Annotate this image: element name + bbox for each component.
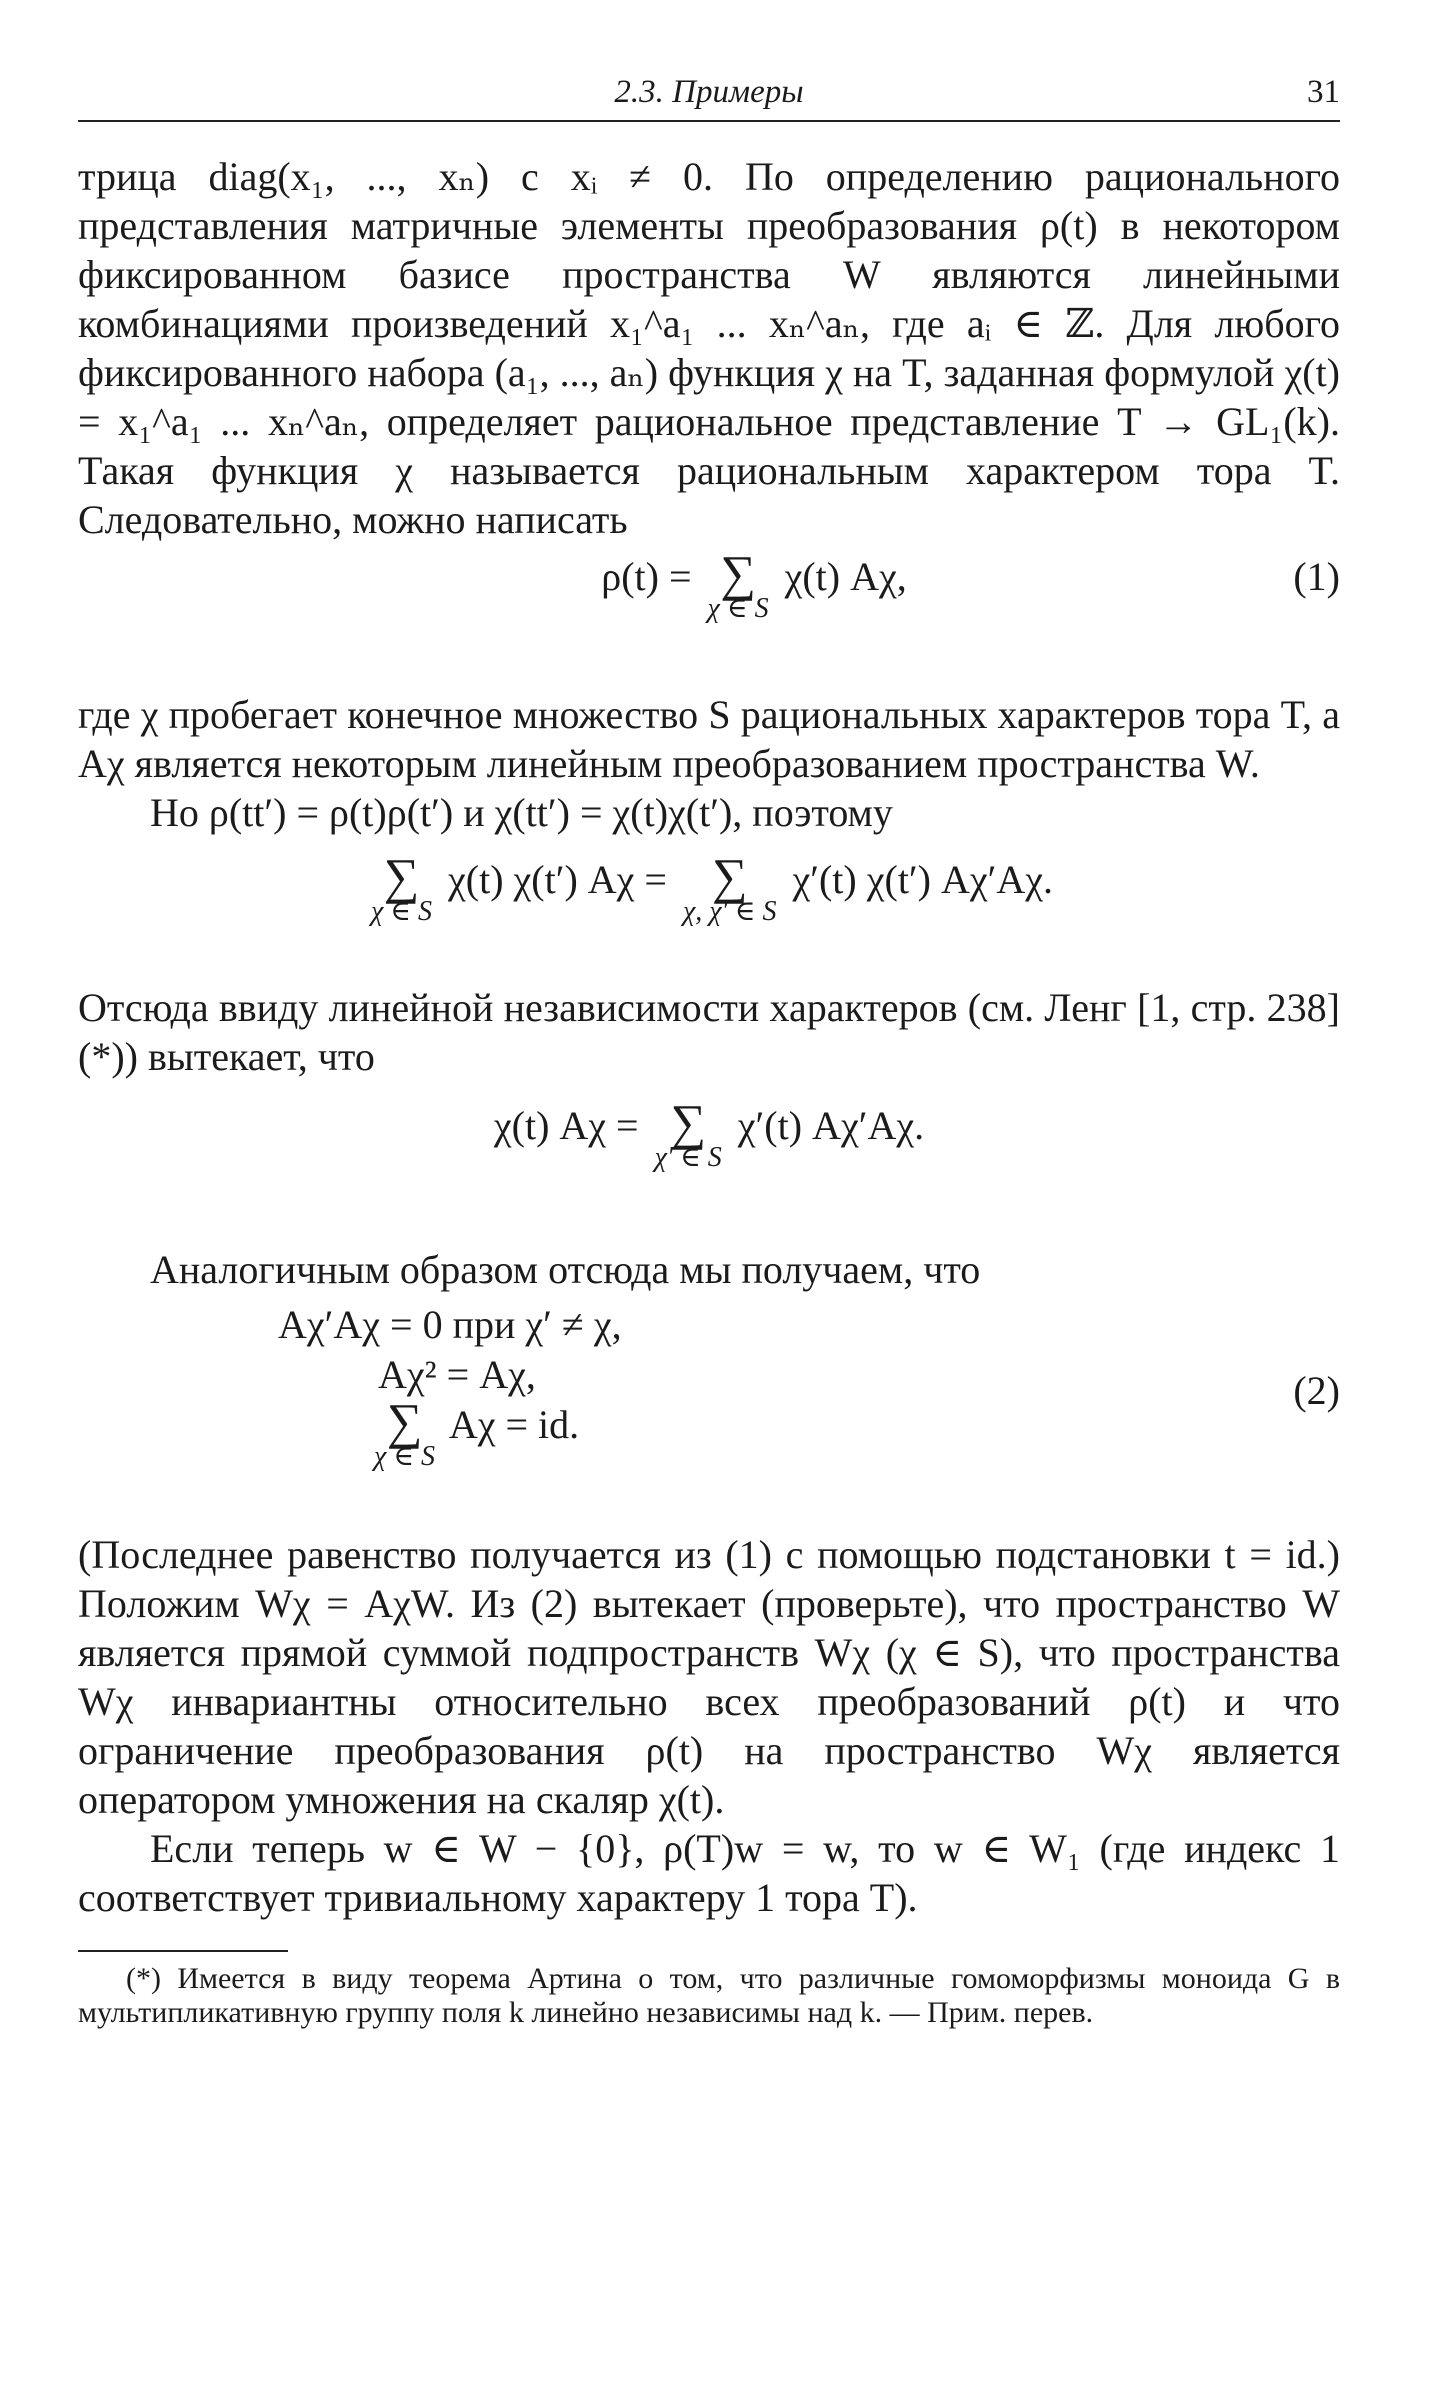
eq3-sum-sign: ∑ [670,1094,707,1150]
footnote: (*) Имеется в виду теорема Артина о том, что различные гомоморфизмы моноида G в мультипликативную группу поля k линейно независимы над k. — Прим. перев. [78,1962,1340,2029]
eq4-row-3 [368,1393,622,1472]
eq4-row-1: Aχ′Aχ = 0 при χ′ ≠ χ, [278,1302,622,1347]
equation-product-body [78,848,1340,927]
eq1-left: ρ(t) = [601,554,702,599]
equation-independence [78,1094,1340,1211]
eq3-sum-sub: χ′ ∈ S [654,1142,722,1173]
equation-1-number: (1) [1293,554,1340,599]
eq4-row-3-right: Aχ = id. [441,1402,580,1447]
footnote-rule [78,1950,288,1952]
eq3-left: χ(t) Aχ = [493,1103,649,1148]
eq1-right: χ(t) Aχ, [774,554,907,599]
paragraph-6: (Последнее равенство получается из (1) с помощью подстановки t = id.) Положим Wχ = AχW. Из (2) вытекает (проверьте), что пространство W является прямой суммой подпространств Wχ (χ ∈ S), что пространства Wχ инвариантны относительно всех преобразований ρ(t) и что ограничение преобразования ρ(t) на пространство Wχ является оператором умножения на скаляр χ(t). [78,1532,1340,1822]
eq3-sum [654,1094,722,1173]
eq1-sum [707,545,769,624]
paragraph-7: Если теперь w ∈ W − {0}, ρ(T)w = w, то w ∈ W₁ (где индекс 1 соответствует тривиальному характеру 1 тора T). [78,1826,1340,1920]
eq2-sum-sign-1: ∑ [383,848,420,904]
equation-product [78,848,1340,965]
eq2-sum-sub-2: χ, χ′ ∈ S [682,896,777,927]
eq3-right: χ′(t) Aχ′Aχ. [727,1103,925,1148]
page-number: 31 [1307,74,1340,110]
paragraph-3: Но ρ(tt′) = ρ(t)ρ(t′) и χ(tt′) = χ(t)χ(t′), поэтому [150,790,893,835]
eq4-sum-sign: ∑ [386,1393,423,1449]
running-head [78,62,1340,122]
eq2-sum-1 [370,848,433,927]
eq1-sum-sign: ∑ [720,545,756,601]
equation-1-body [78,545,1340,624]
eq4-sum [374,1393,436,1472]
eq2-sum-2 [682,848,777,927]
eq2-sum-sub-1: χ ∈ S [370,896,433,927]
equation-2-number: (2) [1293,1368,1340,1413]
equation-2-system [78,1300,1340,1480]
eq2-sum-sign-2: ∑ [711,848,748,904]
paragraph-5: Аналогичным образом отсюда мы получаем, что [150,1247,981,1292]
eq2-mid: χ(t) χ(t′) Aχ = [438,857,677,902]
eq2-right: χ′(t) χ(t′) Aχ′Aχ. [782,857,1054,902]
eq1-sum-sub: χ ∈ S [707,593,769,624]
paragraph-2: где χ пробегает конечное множество S рациональных характеров тора T, а Aχ является некоторым линейным преобразованием пространства W. [78,692,1341,786]
paragraph-4: Отсюда ввиду линейной независимости характеров (см. Ленг [1, стр. 238] (*)) вытекает, что [78,985,1340,1079]
paragraph-1: трица diag(x₁, ..., xₙ) с xᵢ ≠ 0. По определению рационального представления матричные элементы преобразования ρ(t) в некотором фиксированном базисе пространства W являются линейными комбинациями произведений x₁^a₁ ... xₙ^aₙ, где aᵢ ∈ ℤ. Для любого фиксированного набора (a₁, ..., aₙ) функция χ на T, заданная формулой χ(t) = x₁^a₁ ... xₙ^aₙ, определяет рациональное представление T → GL₁(k). Такая функция χ называется рациональным характером тора T. Следовательно, можно написать [78,154,1340,542]
equation-1 [78,545,1340,662]
section-title: 2.3. Примеры [614,74,804,110]
equation-2-rows [278,1300,622,1472]
eq4-row-2: Aχ² = Aχ, [378,1352,536,1397]
page [78,62,1340,2030]
eq4-sum-sub: χ ∈ S [374,1441,436,1472]
equation-independence-body [78,1094,1340,1173]
header-rule [78,120,1340,122]
